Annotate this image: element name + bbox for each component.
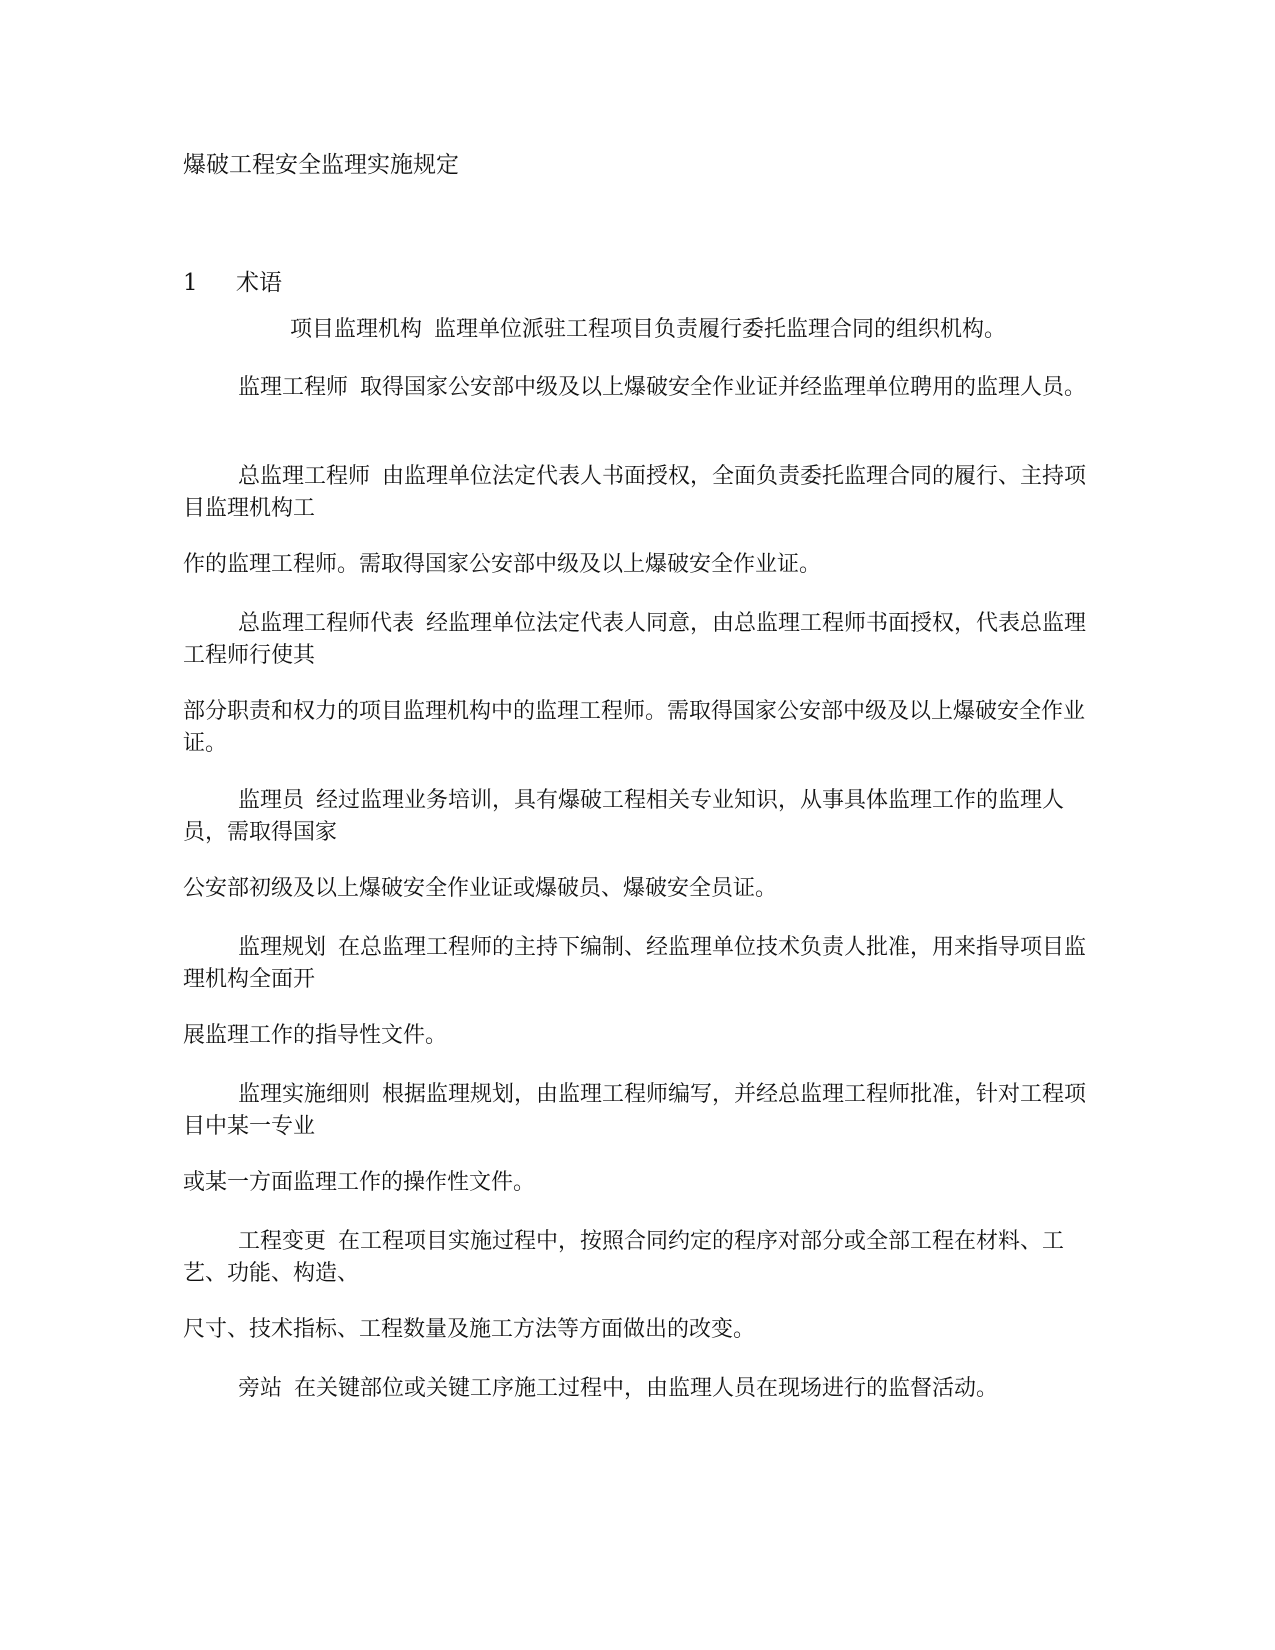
definition-term: 旁站 xyxy=(238,1376,283,1401)
definition-text: 在工程项目实施过程中，按照合同约定的程序对部分或全部工程在材料、工艺、功能、构造、 xyxy=(183,1229,1065,1286)
section-number: 1 xyxy=(183,270,198,296)
continuation-paragraph xyxy=(183,1167,1103,1199)
definition-term: 总监理工程师 xyxy=(238,464,371,489)
continuation-paragraph xyxy=(183,873,1103,905)
continuation-text: 或某一方面监理工作的操作性文件。 xyxy=(183,1170,536,1195)
definition-text: 经过监理业务培训，具有爆破工程相关专业知识，从事具体监理工作的监理人员，需取得国家 xyxy=(183,788,1065,845)
continuation-text: 部分职责和权力的项目监理机构中的监理工程师。需取得国家公安部中级及以上爆破安全作业证。 xyxy=(183,699,1086,756)
definition-text: 在关键部位或关键工序施工过程中，由监理人员在现场进行的监督活动。 xyxy=(294,1376,999,1401)
definition-text: 监理单位派驻工程项目负责履行委托监理合同的组织机构。 xyxy=(434,317,1007,342)
definition-term: 监理实施细则 xyxy=(238,1082,371,1107)
continuation-text: 作的监理工程师。需取得国家公安部中级及以上爆破安全作业证。 xyxy=(183,552,822,577)
definition-text: 经监理单位法定代表人同意，由总监理工程师书面授权，代表总监理工程师行使其 xyxy=(183,611,1087,668)
definition-paragraph xyxy=(183,314,1103,346)
definition-text: 根据监理规划，由监理工程师编写，并经总监理工程师批准，针对工程项目中某一专业 xyxy=(183,1082,1087,1139)
definition-paragraph xyxy=(183,1226,1103,1290)
definition-paragraph xyxy=(183,608,1103,672)
definition-text: 在总监理工程师的主持下编制、经监理单位技术负责人批准，用来指导项目监理机构全面开 xyxy=(183,935,1087,992)
definition-text: 取得国家公安部中级及以上爆破安全作业证并经监理单位聘用的监理人员。 xyxy=(360,375,1087,400)
continuation-text: 尺寸、技术指标、工程数量及施工方法等方面做出的改变。 xyxy=(183,1317,756,1342)
definition-paragraph xyxy=(183,1373,1103,1405)
definition-paragraph xyxy=(183,932,1103,996)
section-heading xyxy=(183,268,282,298)
document-title: 爆破工程安全监理实施规定 xyxy=(183,152,459,178)
definition-paragraph xyxy=(183,372,1103,404)
definition-paragraph xyxy=(183,461,1103,525)
definition-text: 由监理单位法定代表人书面授权，全面负责委托监理合同的履行、主持项目监理机构工 xyxy=(183,464,1087,521)
continuation-text: 公安部初级及以上爆破安全作业证或爆破员、爆破安全员证。 xyxy=(183,876,778,901)
definition-term: 项目监理机构 xyxy=(290,317,423,342)
continuation-paragraph xyxy=(183,1020,1103,1052)
definition-term: 总监理工程师代表 xyxy=(238,611,415,636)
definition-term: 工程变更 xyxy=(238,1229,327,1254)
definition-paragraph xyxy=(183,1079,1103,1143)
continuation-text: 展监理工作的指导性文件。 xyxy=(183,1023,448,1048)
continuation-paragraph xyxy=(183,1314,1103,1346)
definition-paragraph xyxy=(183,785,1103,849)
definition-term: 监理规划 xyxy=(238,935,327,960)
section-title: 术语 xyxy=(236,270,282,296)
continuation-paragraph xyxy=(183,696,1103,760)
continuation-paragraph xyxy=(183,549,1103,581)
definition-term: 监理员 xyxy=(238,788,305,813)
definition-term: 监理工程师 xyxy=(238,375,349,400)
